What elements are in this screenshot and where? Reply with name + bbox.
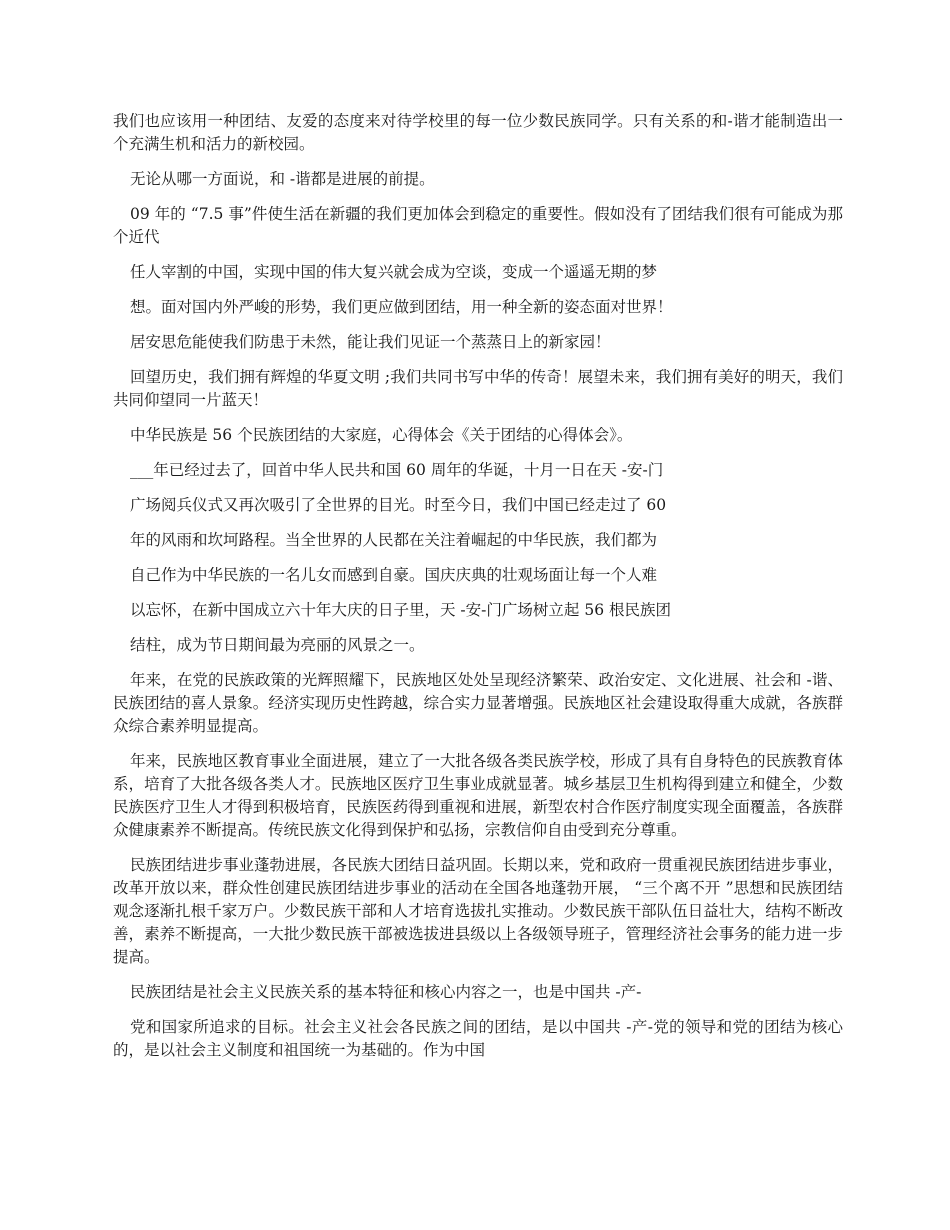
paragraph-19: 党和国家所追求的目标。社会主义社会各民族之间的团结，是以中国共 -产-党的领导和党的团结为核心的，是以社会主义制度和祖国统一为基础的。作为中国 bbox=[113, 1018, 843, 1059]
paragraph-14: 结柱，成为节日期间最为亮丽的风景之一。 bbox=[130, 636, 425, 654]
paragraph-6: 居安思危能使我们防患于未然，能让我们见证一个蒸蒸日上的新家园！ bbox=[130, 333, 611, 351]
paragraph-18: 民族团结是社会主义民族关系的基本特征和核心内容之一，也是中国共 -产- bbox=[130, 983, 642, 1001]
paragraph-3: 09 年的 “7.5 事”件使生活在新疆的我们更加体会到稳定的重要性。假如没有了团结我们很有可能成为那个近代 bbox=[113, 205, 843, 246]
paragraph-12: 自己作为中华民族的一名儿女而感到自豪。国庆庆典的壮观场面让每一个人难 bbox=[130, 566, 658, 584]
paragraph-15: 年来，在党的民族政策的光辉照耀下，民族地区处处呈现经济繁荣、政治安定、文化进展、社会和 -谐、民族团结的喜人景象。经济实现历史性跨越，综合实力显著增强。民族地区社会建设取得重大成就，各族群众综合素养明显提高。 bbox=[113, 671, 843, 735]
paragraph-17: 民族团结进步事业蓬勃进展，各民族大团结日益巩固。长期以来，党和政府一贯重视民族团结进步事业，改革开放以来，群众性创建民族团结进步事业的活动在全国各地蓬勃开展， “三个离不开 ”思想和民族团结观念逐渐扎根千家万户。少数民族干部和人才培育选拔扎实推动。少数民族干部队伍日益壮大，结构不断改善，素养不断提高，一大批少数民族干部被选拔进县级以上各级领导班子，管理经济社会事务的能力进一步提高。 bbox=[113, 856, 844, 966]
paragraph-11: 年的风雨和坎坷路程。当全世界的人民都在关注着崛起的中华民族，我们都为 bbox=[130, 531, 658, 549]
paragraph-4: 任人宰割的中国，实现中国的伟大复兴就会成为空谈，变成一个遥遥无期的梦 bbox=[130, 263, 658, 281]
paragraph-1: 我们也应该用一种团结、友爱的态度来对待学校里的每一位少数民族同学。只有关系的和-谐才能制造出一个充满生机和活力的新校园。 bbox=[113, 112, 843, 153]
paragraph-9: ___年已经过去了，回首中华人民共和国 60 周年的华诞，十月一日在天 -安-门 bbox=[130, 461, 664, 479]
paragraph-7: 回望历史，我们拥有辉煌的华夏文明 ;我们共同书写中华的传奇！展望未来，我们拥有美好的明天，我们共同仰望同一片蓝天！ bbox=[113, 368, 843, 409]
paragraph-16: 年来，民族地区教育事业全面进展，建立了一大批各级各类民族学校，形成了具有自身特色的民族教育体系，培育了大批各级各类人才。民族地区医疗卫生事业成就显著。城乡基层卫生机构得到建立和健全，少数民族医疗卫生人才得到积极培育，民族医药得到重视和进展，新型农村合作医疗制度实现全面覆盖，各族群众健康素养不断提高。传统民族文化得到保护和弘扬，宗教信仰自由受到充分尊重。 bbox=[113, 752, 844, 839]
paragraph-8: 中华民族是 56 个民族团结的大家庭，心得体会《关于团结的心得体会》。 bbox=[130, 426, 633, 444]
paragraph-5: 想。面对国内外严峻的形势，我们更应做到团结，用一种全新的姿态面对世界！ bbox=[130, 298, 673, 316]
document-page bbox=[113, 110, 843, 1074]
paragraph-2: 无论从哪一方面说，和 -谐都是进展的前提。 bbox=[130, 170, 435, 188]
paragraph-13: 以忘怀，在新中国成立六十年大庆的日子里，天 -安-门广场树立起 56 根民族团 bbox=[130, 601, 671, 619]
paragraph-10: 广场阅兵仪式又再次吸引了全世界的目光。时至今日，我们中国已经走过了 60 bbox=[130, 496, 667, 514]
